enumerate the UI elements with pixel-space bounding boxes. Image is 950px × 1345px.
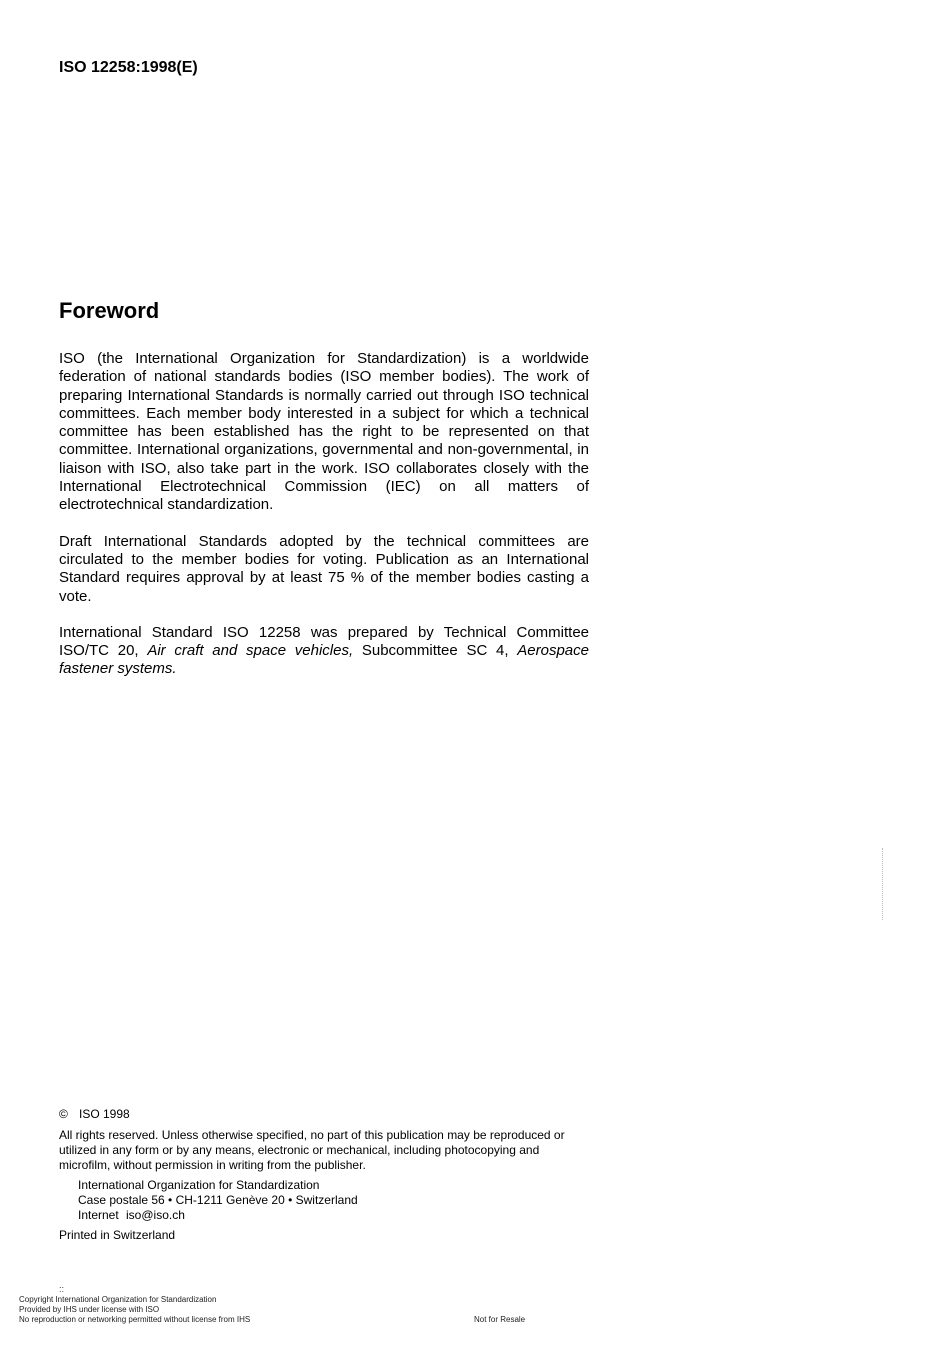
foreword-paragraph-1: ISO (the International Organization for Standardization) is a worldwide federation of national standards bodies (ISO member bodies). The work of preparing International Standards is normally carried out through ISO technical committees. Each member body interested in a subject for which a technical committee has been established has the right to be represented on that committee. International organizations, governmental and non-governmental, in liaison with ISO, also take part in the work. ISO collaborates closely with the International Electrotechnical Commission (IEC) on all matters of electrotechnical standardization. bbox=[59, 350, 589, 514]
copyright-symbol: © bbox=[59, 1107, 68, 1121]
foreword-paragraph-3 bbox=[59, 624, 589, 679]
copyright-year: ISO 1998 bbox=[79, 1107, 130, 1121]
org-name: International Organization for Standardization bbox=[78, 1178, 320, 1192]
org-postal-address: Case postale 56 • CH-1211 Genève 20 • Switzerland bbox=[78, 1193, 358, 1207]
printed-in: Printed in Switzerland bbox=[59, 1228, 176, 1242]
publisher-address bbox=[59, 1178, 589, 1223]
foreword-paragraph-2: Draft International Standards adopted by the technical committees are circulated to the member bodies for voting. Publication as an International Standard requires approval by at least 75 % of the member bodies casting a vote. bbox=[59, 532, 589, 605]
committee-name: Air craft and space vehicles, bbox=[147, 642, 354, 660]
copyright-block bbox=[59, 1107, 589, 1243]
paragraph-3-text-a: International Standard ISO 12258 was prepared by Technical Committee ISO/TC 20, bbox=[59, 623, 589, 660]
subcommittee-name: Aerospace fastener systems. bbox=[59, 642, 589, 678]
internet-email: iso@iso.ch bbox=[126, 1208, 185, 1222]
footer-line-1: Copyright International Organization for Standardization bbox=[19, 1295, 217, 1304]
org-internet bbox=[78, 1208, 589, 1223]
paragraph-3-text-b: Subcommittee SC 4, bbox=[353, 642, 518, 660]
foreword-body bbox=[59, 350, 589, 697]
margin-marks bbox=[882, 848, 885, 920]
foreword-title: Foreword bbox=[59, 298, 160, 323]
document-id: ISO 12258:1998(E) bbox=[59, 59, 198, 76]
footer-line-3: No reproduction or networking permitted without license from IHS bbox=[19, 1315, 251, 1324]
not-for-resale: Not for Resale bbox=[474, 1315, 526, 1324]
copyright-line bbox=[59, 1107, 589, 1122]
footer-line-2: Provided by IHS under license with ISO bbox=[19, 1305, 160, 1314]
footer-dots: :: bbox=[59, 1284, 65, 1294]
footer-license bbox=[19, 1295, 250, 1325]
internet-label: Internet bbox=[78, 1208, 119, 1222]
rights-statement: All rights reserved. Unless otherwise specified, no part of this publication may be reproduced or utilized in any form or by any means, electronic or mechanical, including photocopying and microfilm, without permission in writing from the publisher. bbox=[59, 1128, 565, 1172]
